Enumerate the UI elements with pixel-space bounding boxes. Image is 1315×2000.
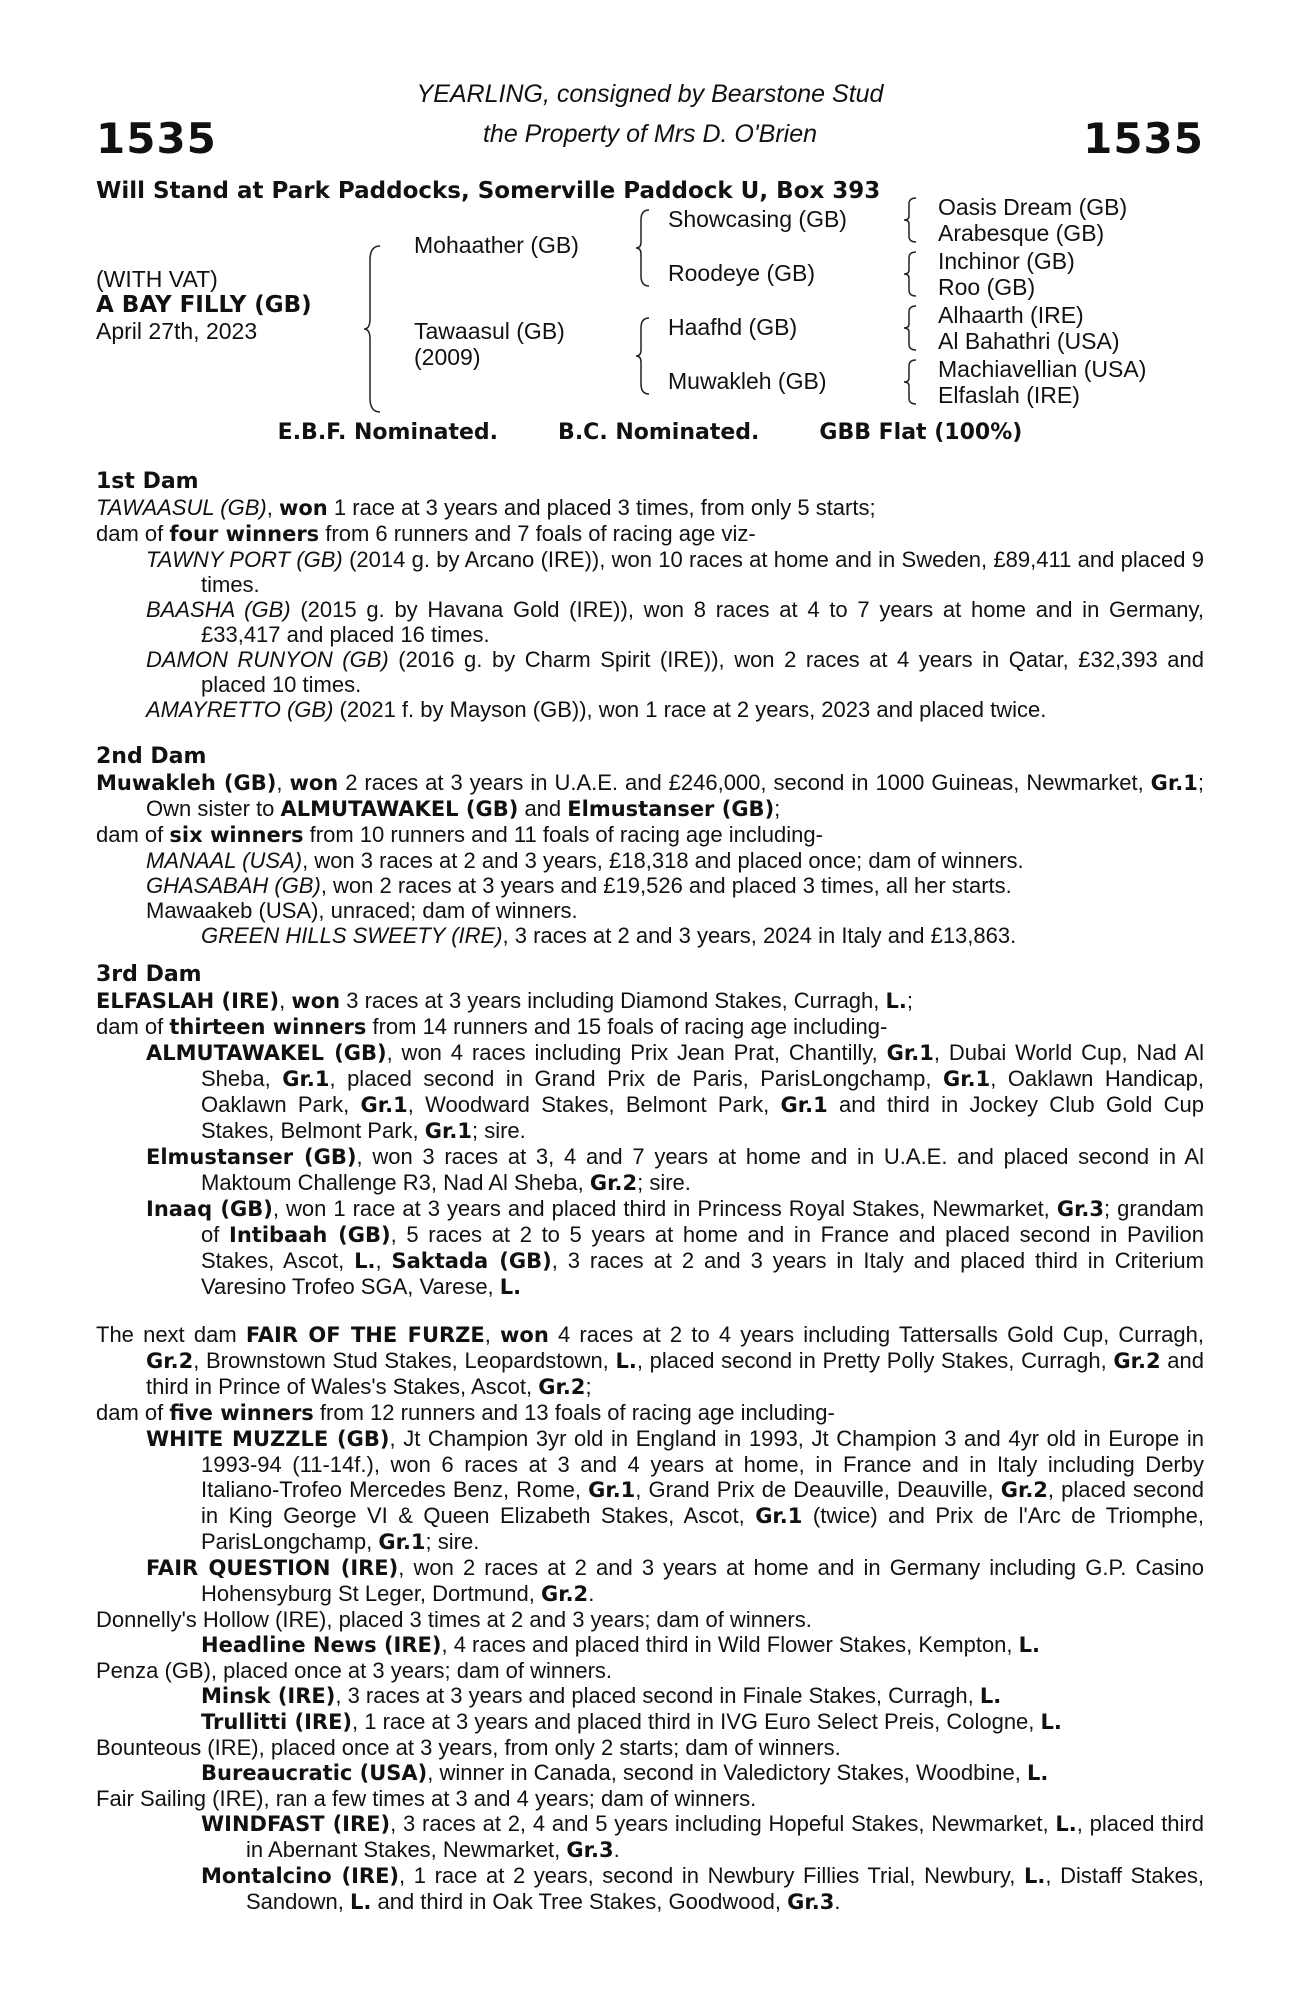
first-dam-heading: 1st Dam: [96, 469, 199, 494]
offspring-3: Inaaq (GB), won 1 race at 3 years and placed third in Princess Royal Stakes, Newmarket, Gr.3; grandam of Intibaah (GB), 5 races at 2 to 5 years at home and in France and placed second in Pavilion Stakes, Ascot, L., Saktada (GB), 3 races at 2 and 3 years in Italy and placed third in Criterium Varesino Trofeo SGA, Varese, L.: [146, 1196, 1204, 1299]
offspring-2: Elmustanser (GB), won 3 races at 3, 4 and 7 years at home and in U.A.E. and placed second in Al Maktoum Challenge R3, Nad Al Sheba, Gr.2; sire.: [146, 1144, 1204, 1195]
brace-4: [904, 196, 918, 244]
gg-7: Machiavellian (USA): [938, 356, 1147, 382]
sire-sire: Showcasing (GB): [668, 206, 847, 232]
offspring-3: Donnelly's Hollow (IRE), placed 3 times at 2 and 3 years; dam of winners.: [96, 1607, 812, 1632]
second-dam-heading: 2nd Dam: [96, 744, 207, 769]
grand-offspring-5: WINDFAST (IRE), 3 races at 2, 4 and 5 years including Hopeful Stakes, Newmarket, L., placed third in Abernant Stakes, Newmarket, Gr.3.: [201, 1811, 1204, 1862]
second-dam-section: [96, 744, 1204, 948]
first-dam-record: TAWAASUL (GB), won 1 race at 3 years and placed 3 times, from only 5 starts;: [96, 495, 876, 520]
page-header: [96, 80, 1204, 190]
brace-3: [636, 316, 652, 396]
offspring-3: Mawaakeb (USA), unraced; dam of winners.: [146, 898, 578, 923]
offspring-6: Fair Sailing (IRE), ran a few times at 3 and 4 years; dam of winners.: [96, 1786, 757, 1811]
gg-8: Elfaslah (IRE): [938, 382, 1080, 408]
second-dam-record: Muwakleh (GB), won 2 races at 3 years in U.A.E. and £246,000, second in 1000 Guineas, Newmarket, Gr.1; Own sister to ALMUTAWAKEL (GB) and Elmustanser (GB);: [96, 770, 1204, 821]
nominations: [96, 420, 1204, 445]
brace-7: [904, 358, 918, 406]
offspring-1: MANAAL (USA), won 3 races at 2 and 3 years, £18,318 and placed once; dam of winners.: [146, 848, 1024, 873]
ebf-nomination: E.B.F. Nominated.: [277, 420, 499, 445]
next-dam-section: [96, 1322, 1204, 1915]
offspring-1: ALMUTAWAKEL (GB), won 4 races including Prix Jean Prat, Chantilly, Gr.1, Dubai World Cup, Nad Al Sheba, Gr.1, placed second in Grand Prix de Paris, ParisLongchamp, Gr.1, Oaklawn Handicap, Oaklawn Park, Gr.1, Woodward Stakes, Belmont Park, Gr.1 and third in Jockey Club Gold Cup Stakes, Belmont Park, Gr.1; sire.: [146, 1040, 1204, 1143]
lot-number-left: 1535: [96, 114, 217, 163]
consignor-line: YEARLING, consigned by Bearstone Stud: [416, 80, 884, 108]
sire: Mohaather (GB): [414, 232, 579, 258]
pedigree-table: [96, 194, 1204, 408]
grand-offspring-4: Bureaucratic (USA), winner in Canada, second in Valedictory Stakes, Woodbine, L.: [201, 1760, 1049, 1785]
offspring-1: WHITE MUZZLE (GB), Jt Champion 3yr old in England in 1993, Jt Champion 3 and 4yr old in Europe in 1993-94 (11-14f.), won 6 races at 3 and 4 years at home, in France and in Italy including Derby Italiano-Trofeo Mercedes Benz, Rome, Gr.1, Grand Prix de Deauville, Deauville, Gr.2, placed second in King George VI & Queen Elizabeth Stakes, Ascot, Gr.1 (twice) and Prix de l'Arc de Triomphe, ParisLongchamp, Gr.1; sire.: [146, 1426, 1205, 1554]
third-dam-produce: dam of thirteen winners from 14 runners and 15 foals of racing age including-: [96, 1014, 888, 1039]
offspring-1: TAWNY PORT (GB) (2014 g. by Arcano (IRE)), won 10 races at home and in Sweden, £89,411 and placed 9 times.: [146, 547, 1204, 597]
lot-name: A BAY FILLY (GB): [96, 292, 312, 318]
grand-offspring-2: Minsk (IRE), 3 races at 3 years and placed second in Finale Stakes, Curragh, L.: [201, 1683, 1002, 1708]
offspring-4: Penza (GB), placed once at 3 years; dam of winners.: [96, 1658, 613, 1683]
date-of-birth: April 27th, 2023: [96, 318, 258, 344]
gg-1: Oasis Dream (GB): [938, 194, 1128, 220]
offspring-5: Bounteous (IRE), placed once at 3 years, from only 2 starts; dam of winners.: [96, 1735, 841, 1760]
third-dam-heading: 3rd Dam: [96, 962, 202, 987]
gbb-flat: GBB Flat (100%): [819, 420, 1023, 445]
bc-nomination: B.C. Nominated.: [558, 420, 760, 445]
gg-3: Inchinor (GB): [938, 248, 1075, 274]
grand-offspring-6: Montalcino (IRE), 1 race at 2 years, second in Newbury Fillies Trial, Newbury, L., Distaff Stakes, Sandown, L. and third in Oak Tree Stakes, Goodwood, Gr.3.: [201, 1863, 1204, 1914]
dam-year: (2009): [414, 344, 481, 370]
dam-sire: Haafhd (GB): [668, 314, 798, 340]
third-dam-record: ELFASLAH (IRE), won 3 races at 3 years including Diamond Stakes, Curragh, L.;: [96, 988, 913, 1013]
lot-number-right: 1535: [1083, 114, 1204, 163]
offspring-4: AMAYRETTO (GB) (2021 f. by Mayson (GB)), won 1 race at 2 years, 2023 and placed twice.: [146, 697, 1047, 722]
grand-offspring-1: GREEN HILLS SWEETY (IRE), 3 races at 2 and 3 years, 2024 in Italy and £13,863.: [201, 923, 1017, 948]
stand-location: Will Stand at Park Paddocks, Somerville Paddock U, Box 393: [96, 178, 881, 204]
next-dam-record: The next dam FAIR OF THE FURZE, won 4 races at 2 to 4 years including Tattersalls Gold Cup, Curragh, Gr.2, Brownstown Stud Stakes, Leopardstown, L., placed second in Pretty Polly Stakes, Curragh, Gr.2 and third in Prince of Wales's Stakes, Ascot, Gr.2;: [96, 1322, 1204, 1399]
first-dam-section: [96, 469, 1204, 722]
grand-offspring-1: Headline News (IRE), 4 races and placed third in Wild Flower Stakes, Kempton, L.: [201, 1632, 1041, 1657]
vat-note: (WITH VAT): [96, 266, 218, 292]
third-dam-section: [96, 962, 1204, 1300]
gg-6: Al Bahathri (USA): [938, 328, 1120, 354]
offspring-2: FAIR QUESTION (IRE), won 2 races at 2 and 3 years at home and in Germany including G.P. Casino Hohensyburg St Leger, Dortmund, Gr.2.: [146, 1555, 1205, 1606]
offspring-3: DAMON RUNYON (GB) (2016 g. by Charm Spirit (IRE)), won 2 races at 4 years in Qatar, £32,393 and placed 10 times.: [146, 647, 1204, 697]
property-line: the Property of Mrs D. O'Brien: [482, 120, 818, 148]
catalogue-page: [96, 80, 1204, 1929]
next-dam-produce: dam of five winners from 12 runners and 13 foals of racing age including-: [96, 1400, 835, 1425]
brace-1: [364, 244, 384, 414]
second-dam-produce: dam of six winners from 10 runners and 11 foals of racing age including-: [96, 822, 823, 847]
gg-2: Arabesque (GB): [938, 220, 1105, 246]
grand-offspring-3: Trullitti (IRE), 1 race at 3 years and placed third in IVG Euro Select Preis, Cologne, L.: [201, 1709, 1062, 1734]
dam: Tawaasul (GB): [414, 318, 565, 344]
offspring-2: BAASHA (GB) (2015 g. by Havana Gold (IRE)), won 8 races at 4 to 7 years at home and in Germany, £33,417 and placed 16 times.: [146, 597, 1204, 647]
gg-4: Roo (GB): [938, 274, 1036, 300]
sire-dam: Roodeye (GB): [668, 260, 816, 286]
offspring-2: GHASABAH (GB), won 2 races at 3 years and £19,526 and placed 3 times, all her starts.: [146, 873, 1012, 898]
brace-6: [904, 304, 918, 352]
gg-5: Alhaarth (IRE): [938, 302, 1084, 328]
dam-dam: Muwakleh (GB): [668, 368, 827, 394]
first-dam-produce: dam of four winners from 6 runners and 7 foals of racing age viz-: [96, 521, 756, 546]
brace-5: [904, 250, 918, 298]
brace-2: [636, 208, 652, 288]
